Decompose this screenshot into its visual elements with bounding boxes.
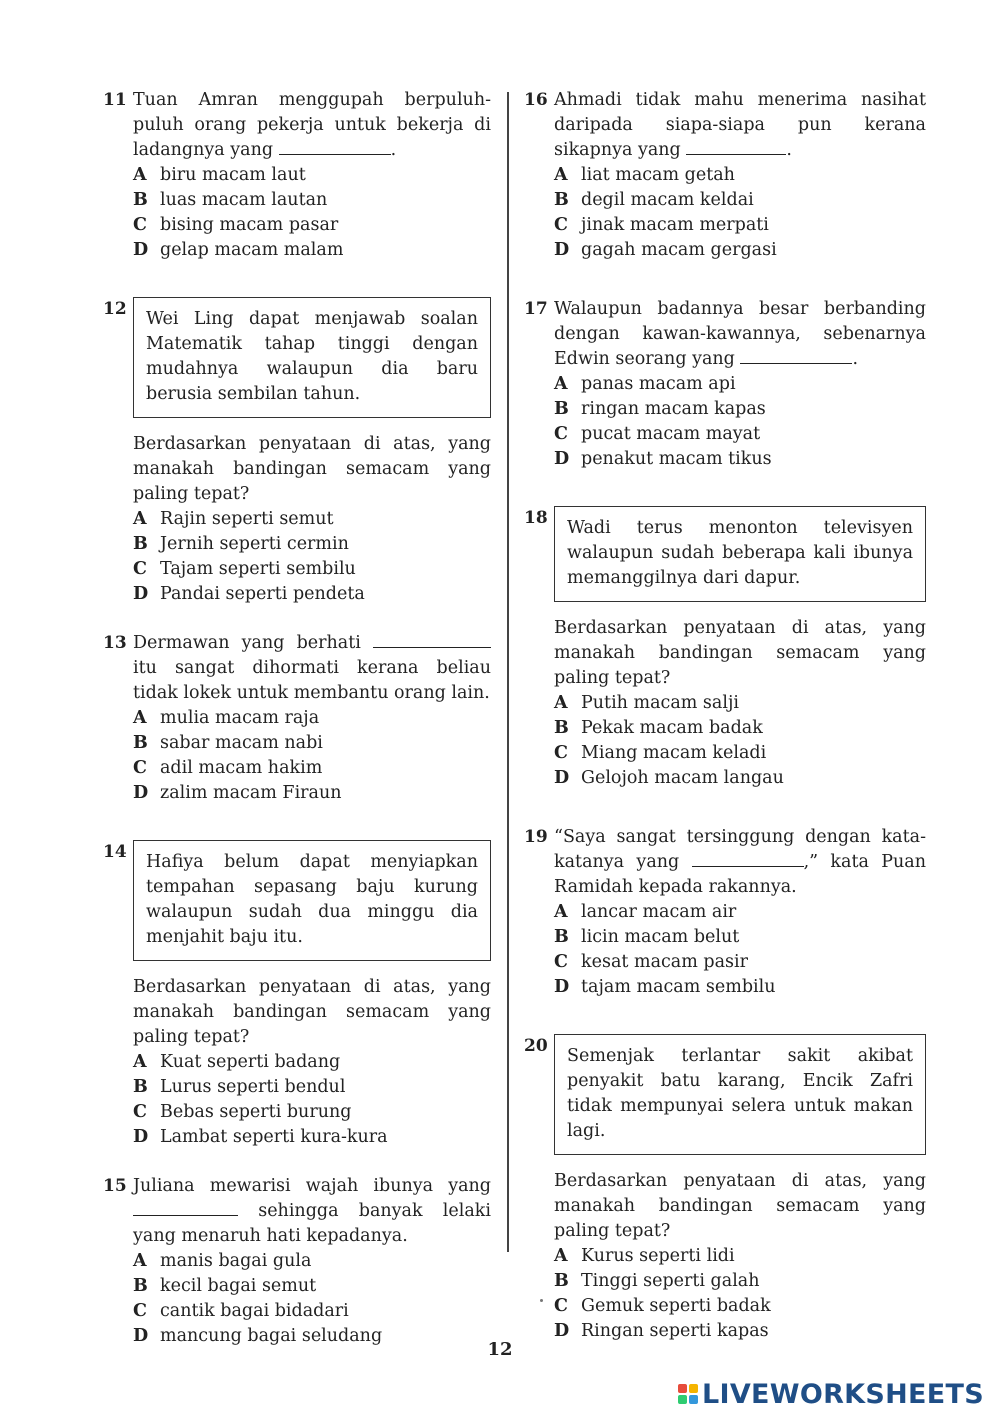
- answer-blank: [740, 351, 852, 364]
- question-stem: Dermawan yang berhati itu sangat dihormati kerana beliau tidak lokek untuk membantu orang lain.: [133, 633, 491, 703]
- logo-tile-yellow: [689, 1384, 698, 1393]
- option-d[interactable]: D tajam macam sembilu: [554, 977, 776, 997]
- option-a[interactable]: A Putih macam salji: [554, 693, 739, 713]
- answer-blank: [686, 142, 786, 155]
- logo-tile-red: [678, 1384, 687, 1393]
- option-b[interactable]: B ringan macam kapas: [554, 399, 766, 419]
- options-list: [554, 1244, 926, 1344]
- question-15: [103, 1174, 491, 1349]
- stray-mark: [540, 1299, 543, 1302]
- option-b[interactable]: B luas macam lautan: [133, 190, 328, 210]
- option-c[interactable]: C cantik bagai bidadari: [133, 1301, 349, 1321]
- option-d[interactable]: D Lambat seperti kura-kura: [133, 1127, 388, 1147]
- option-c[interactable]: C pucat macam mayat: [554, 424, 761, 444]
- question-stem: Berdasarkan penyataan di atas, yang manakah bandingan semacam yang paling tepat?: [133, 434, 491, 504]
- option-a[interactable]: A Kurus seperti lidi: [554, 1246, 735, 1266]
- question-17: [524, 297, 926, 472]
- option-b[interactable]: B Jernih seperti cermin: [133, 534, 349, 554]
- option-b[interactable]: B licin macam belut: [554, 927, 740, 947]
- option-c[interactable]: C jinak macam merpati: [554, 215, 769, 235]
- question-number: 20: [524, 1036, 548, 1056]
- option-c[interactable]: C kesat macam pasir: [554, 952, 748, 972]
- answer-blank: [279, 142, 391, 155]
- question-stem: Berdasarkan penyataan di atas, yang manakah bandingan semacam yang paling tepat?: [554, 618, 926, 688]
- question-number: 18: [524, 508, 548, 528]
- option-c[interactable]: C Gemuk seperti badak: [554, 1296, 771, 1316]
- statement-box: Wei Ling dapat menjawab soalan Matematik tahap tinggi dengan mudahnya walaupun dia baru berusia sembilan tahun.: [133, 297, 491, 418]
- question-16: [524, 88, 926, 263]
- options-list: [554, 900, 926, 1000]
- statement-box: Semenjak terlantar sakit akibat penyakit batu karang, Encik Zafri tidak mempunyai selera untuk makan lagi.: [554, 1034, 926, 1155]
- right-column: [524, 88, 926, 1344]
- question-stem: Ahmadi tidak mahu menerima nasihat daripada siapa-siapa pun kerana sikapnya yang .: [554, 90, 926, 160]
- liveworksheets-logo[interactable]: [678, 1379, 984, 1409]
- question-stem: Berdasarkan penyataan di atas, yang manakah bandingan semacam yang paling tepat?: [554, 1171, 926, 1241]
- option-a[interactable]: A Kuat seperti badang: [133, 1052, 341, 1072]
- left-column: [103, 88, 491, 1349]
- option-b[interactable]: B degil macam keldai: [554, 190, 754, 210]
- option-d[interactable]: D mancung bagai seludang: [133, 1326, 383, 1346]
- option-c[interactable]: C Bebas seperti burung: [133, 1102, 352, 1122]
- logo-tile-blue: [689, 1395, 698, 1404]
- brand-name: LIVEWORKSHEETS: [701, 1378, 984, 1410]
- option-d[interactable]: D gelap macam malam: [133, 240, 344, 260]
- question-number: 19: [524, 827, 548, 847]
- option-c[interactable]: C bising macam pasar: [133, 215, 339, 235]
- option-a[interactable]: A liat macam getah: [554, 165, 735, 185]
- option-b[interactable]: B sabar macam nabi: [133, 733, 323, 753]
- options-list: [133, 507, 491, 607]
- answer-blank: [133, 1203, 238, 1216]
- question-stem: Berdasarkan penyataan di atas, yang manakah bandingan semacam yang paling tepat?: [133, 977, 491, 1047]
- options-list: [133, 1249, 491, 1349]
- options-list: [554, 163, 926, 263]
- question-number: 15: [103, 1176, 127, 1196]
- options-list: [554, 691, 926, 791]
- question-number: 12: [103, 299, 127, 319]
- question-11: [103, 88, 491, 263]
- question-14: [103, 840, 491, 1150]
- answer-blank: [373, 635, 491, 648]
- question-12: [103, 297, 491, 607]
- page-number: 12: [487, 1339, 513, 1360]
- option-c[interactable]: C Tajam seperti sembilu: [133, 559, 356, 579]
- option-b[interactable]: B Tinggi seperti galah: [554, 1271, 760, 1291]
- question-number: 17: [524, 299, 548, 319]
- option-a[interactable]: A panas macam api: [554, 374, 736, 394]
- option-d[interactable]: D Pandai seperti pendeta: [133, 584, 365, 604]
- question-stem: Tuan Amran menggupah berpuluh-puluh orang pekerja untuk bekerja di ladangnya yang .: [133, 90, 491, 160]
- option-d[interactable]: D penakut macam tikus: [554, 449, 772, 469]
- option-c[interactable]: C adil macam hakim: [133, 758, 323, 778]
- question-20: [524, 1034, 926, 1344]
- options-list: [554, 372, 926, 472]
- option-d[interactable]: D zalim macam Firaun: [133, 783, 342, 803]
- question-number: 14: [103, 842, 127, 862]
- statement-box: Hafiya belum dapat menyiapkan tempahan sepasang baju kurung walaupun sudah dua minggu dia menjahit baju itu.: [133, 840, 491, 961]
- question-stem: Walaupun badannya besar berbanding dengan kawan-kawannya, sebenarnya Edwin seorang yang .: [554, 299, 926, 369]
- option-a[interactable]: A lancar macam air: [554, 902, 737, 922]
- option-b[interactable]: B Pekak macam badak: [554, 718, 763, 738]
- question-19: [524, 825, 926, 1000]
- question-number: 16: [524, 90, 548, 110]
- question-stem: “Saya sangat tersinggung dengan kata-katanya yang ,” kata Puan Ramidah kepada rakannya.: [554, 827, 927, 897]
- question-13: [103, 631, 491, 806]
- option-c[interactable]: C Miang macam keladi: [554, 743, 767, 763]
- option-d[interactable]: D gagah macam gergasi: [554, 240, 777, 260]
- logo-tile-green: [678, 1395, 687, 1404]
- option-d[interactable]: D Gelojoh macam langau: [554, 768, 784, 788]
- option-a[interactable]: A Rajin seperti semut: [133, 509, 334, 529]
- question-18: [524, 506, 926, 791]
- option-b[interactable]: B kecil bagai semut: [133, 1276, 317, 1296]
- options-list: [133, 706, 491, 806]
- liveworksheets-logo-icon: [678, 1384, 698, 1404]
- option-a[interactable]: A biru macam laut: [133, 165, 306, 185]
- column-divider: [507, 92, 509, 1252]
- question-stem: Juliana mewarisi wajah ibunya yang sehingga banyak lelaki yang menaruh hati kepadanya.: [133, 1176, 491, 1246]
- question-number: 13: [103, 633, 127, 653]
- question-number: 11: [103, 90, 127, 110]
- answer-blank: [692, 854, 804, 867]
- option-a[interactable]: A mulia macam raja: [133, 708, 320, 728]
- option-a[interactable]: A manis bagai gula: [133, 1251, 312, 1271]
- options-list: [133, 1050, 491, 1150]
- option-d[interactable]: D Ringan seperti kapas: [554, 1321, 769, 1341]
- option-b[interactable]: B Lurus seperti bendul: [133, 1077, 346, 1097]
- statement-box: Wadi terus menonton televisyen walaupun sudah beberapa kali ibunya memanggilnya dari dapur.: [554, 506, 926, 602]
- options-list: [133, 163, 491, 263]
